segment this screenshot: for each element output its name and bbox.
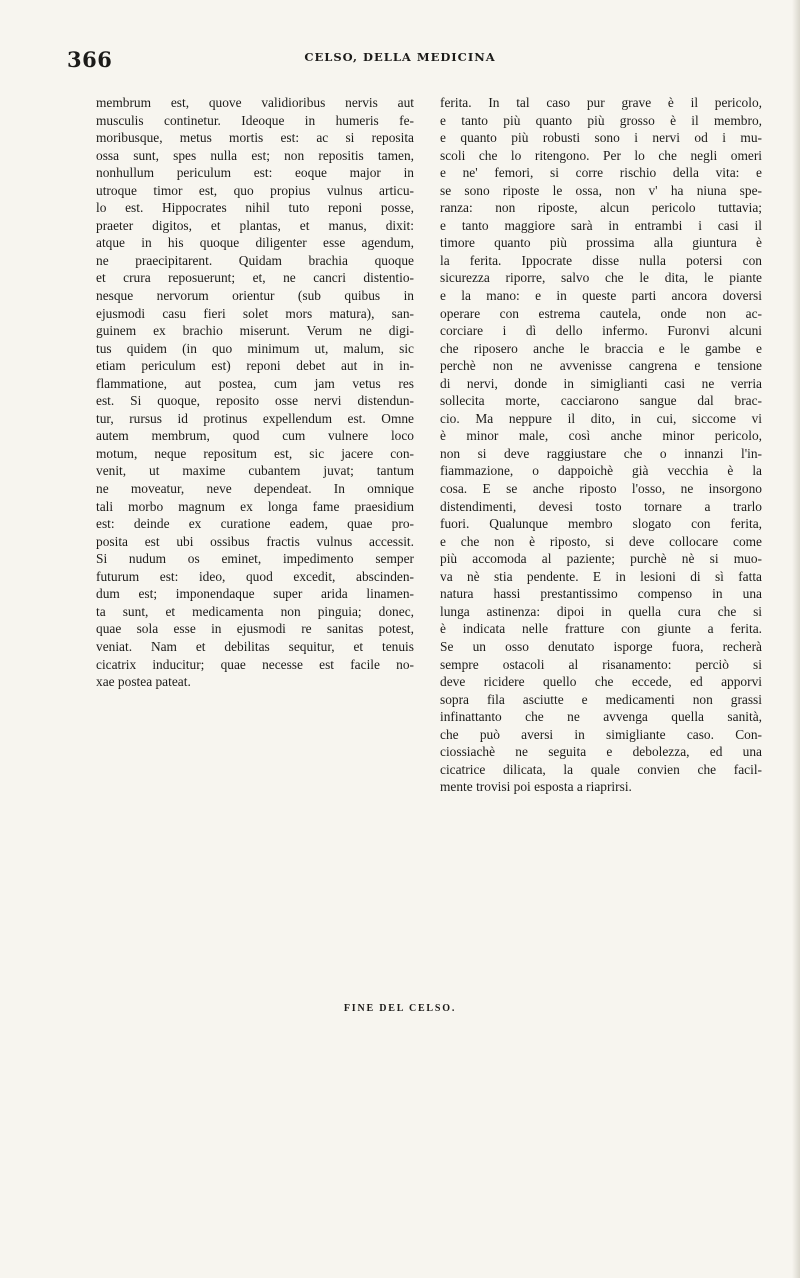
text-line: ferita. In tal caso pur grave è il pericolo, (440, 95, 762, 110)
text-line: mente trovisi poi esposta a riaprirsi. (440, 779, 632, 795)
text-line: posita est ubi ossibus fractis vulnus accessit. (96, 533, 414, 549)
text-line: fiammazione, o dappoichè già vecchia è la (440, 463, 762, 479)
text-line: e tanto più quanto più grosso è il membro, (440, 112, 762, 128)
text-line: ne moveatur, neve dependeat. In omnique (96, 481, 414, 497)
text-line: che può aversi in simigliante caso. Con- (440, 726, 762, 742)
text-line: ciossiachè ne seguita e debolezza, ed una (440, 744, 762, 760)
text-line: fuori. Qualunque membro slogato con ferita, (440, 516, 762, 532)
page-number: 366 (67, 47, 113, 72)
text-line: va nè stia pendente. E in lesioni di sì fatta (440, 568, 762, 584)
text-line: e che non è riposto, si deve collocare come (440, 533, 762, 549)
text-line: praeter digitos, et plantas, et manus, dixit: (96, 217, 414, 233)
text-line: ejusmodi casu fieri solet mors matura), san- (96, 305, 414, 321)
text-line: quae sola esse in ejusmodi re sanitas potest, (96, 621, 414, 637)
end-mark: FINE DEL CELSO. (343, 1003, 457, 1014)
text-line: est. Si quoque, reposito osse nervi distendun- (96, 393, 414, 409)
text-line: e quanto più robusti sono i nervi od i mu- (440, 130, 762, 146)
latin-text-column (96, 94, 414, 691)
text-line: moribusque, metus mortis est: ac si reposita (96, 130, 414, 146)
text-line: cio. Ma neppure il dito, in cui, siccome vi (440, 410, 762, 426)
text-line: lunga astinenza: dipoi in quella cura che si (440, 603, 762, 619)
text-line: lo est. Hippocrates nihil tuto reponi posse, (96, 200, 414, 216)
text-line: non si deve raggiustare che o innanzi l'in- (440, 445, 762, 461)
text-line: la ferita. Ippocrate disse nulla potersi con (440, 252, 762, 268)
text-line: ranza: non riposte, alcun pericolo tuttavia; (440, 200, 762, 216)
text-line: operare con estrema cautela, onde non ac- (440, 305, 762, 321)
text-line: Si nudum os eminet, impedimento semper (96, 551, 414, 567)
text-line: est: deinde ex curatione eadem, quae pro- (96, 516, 414, 532)
text-line: perchè non ne avvenisse cangrena e tensione (440, 358, 762, 374)
text-line: è minor male, così anche minor pericolo, (440, 428, 762, 444)
text-line: veniat. Nam et debilitas sequitur, et tenuis (96, 638, 414, 654)
text-line: corciare i dì dello infermo. Furonvi alcuni (440, 323, 762, 339)
text-line: venit, ut maxime cubantem juvat; tantum (96, 463, 414, 479)
text-line: è indicata nelle fratture con giunte a ferita. (440, 621, 762, 637)
text-line: flammatione, aut postea, cum jam vetus res (96, 375, 414, 391)
text-line: musculis continetur. Ideoque in humeris fe- (96, 112, 414, 128)
text-line: sopra fila asciutte e medicamenti non grassi (440, 691, 762, 707)
text-line: sollecita morte, cacciarono sangue dal brac- (440, 393, 762, 409)
text-line: nesque nervorum orientur (sub quibus in (96, 288, 414, 304)
text-line: Se un osso denutato isporge fuora, recherà (440, 638, 762, 654)
page-edge-shadow (792, 0, 800, 1278)
text-line: di nervi, donde in simiglianti casi ne verria (440, 375, 762, 391)
running-head: CELSO, DELLA MEDICINA (304, 50, 496, 64)
text-line: cosa. E se anche riposto l'osso, ne insorgono (440, 481, 762, 497)
text-line: più accomoda al paziente; purchè nè si muo- (440, 551, 762, 567)
text-line: natura hassi prestantissimo compenso in una (440, 586, 762, 602)
italian-text-column (440, 94, 762, 796)
text-line: cicatrix inducitur; quae necesse est facile no- (96, 656, 414, 672)
text-line: membrum est, quove validioribus nervis aut (96, 95, 414, 110)
text-line: tur, rursus id protinus expellendum est. Omne (96, 410, 414, 426)
text-line: futurum est: ideo, quod excedit, abscinden- (96, 568, 414, 584)
text-line: ta sunt, et medicamenta non pinguia; donec, (96, 603, 414, 619)
text-line: e ne' femori, si corre rischio della vita: e (440, 165, 762, 181)
text-line: nonhullum periculum est: eoque major in (96, 165, 414, 181)
text-line: motum, neque repositum est, sic jacere con- (96, 445, 414, 461)
text-line: se sono riposte le ossa, non v' ha niuna spe- (440, 182, 762, 198)
text-line: timore quanto più prossima alla giuntura è (440, 235, 762, 251)
text-line: sempre ostacoli al risanamento: perciò si (440, 656, 762, 672)
text-line: che riposero anche le braccia e le gambe e (440, 340, 762, 356)
text-line: sicurezza riporre, salvo che le dita, le piante (440, 270, 762, 286)
text-line: tali morbo magnum ex longa fame praesidium (96, 498, 414, 514)
text-line: etiam periculum est) reponi debet aut in in- (96, 358, 414, 374)
text-line: atque in his quoque diligenter esse agendum, (96, 235, 414, 251)
text-line: distendimenti, devesi tosto tornare a trarlo (440, 498, 762, 514)
text-line: cicatrice dilicata, la quale convien che facil- (440, 761, 762, 777)
text-line: ossa sunt, spes nulla est; non repositis tamen, (96, 147, 414, 163)
text-line: guinem ex brachio miserunt. Verum ne digi- (96, 323, 414, 339)
text-line: infinattanto che ne avvenga quella sanità, (440, 709, 762, 725)
text-line: dum est; imponendaque super arida linamen- (96, 586, 414, 602)
text-line: et crura reposuerunt; et, ne cancri distentio- (96, 270, 414, 286)
text-line: scoli che lo ritengono. Per lo che negli omeri (440, 147, 762, 163)
text-line: e tanto maggiore sarà in entrambi i casi il (440, 217, 762, 233)
text-line: ne praecipitarent. Quidam brachia quoque (96, 252, 414, 268)
text-line: autem membrum, quod cum vulnere loco (96, 428, 414, 444)
text-line: deve ricidere quello che eccede, ed apporvi (440, 674, 762, 690)
text-line: xae postea pateat. (96, 674, 191, 690)
text-line: utroque timor est, quo propius vulnus articu- (96, 182, 414, 198)
text-line: tus quidem (in quo minimum ut, malum, sic (96, 340, 414, 356)
text-line: e la mano: e in queste parti ancora doversi (440, 288, 762, 304)
